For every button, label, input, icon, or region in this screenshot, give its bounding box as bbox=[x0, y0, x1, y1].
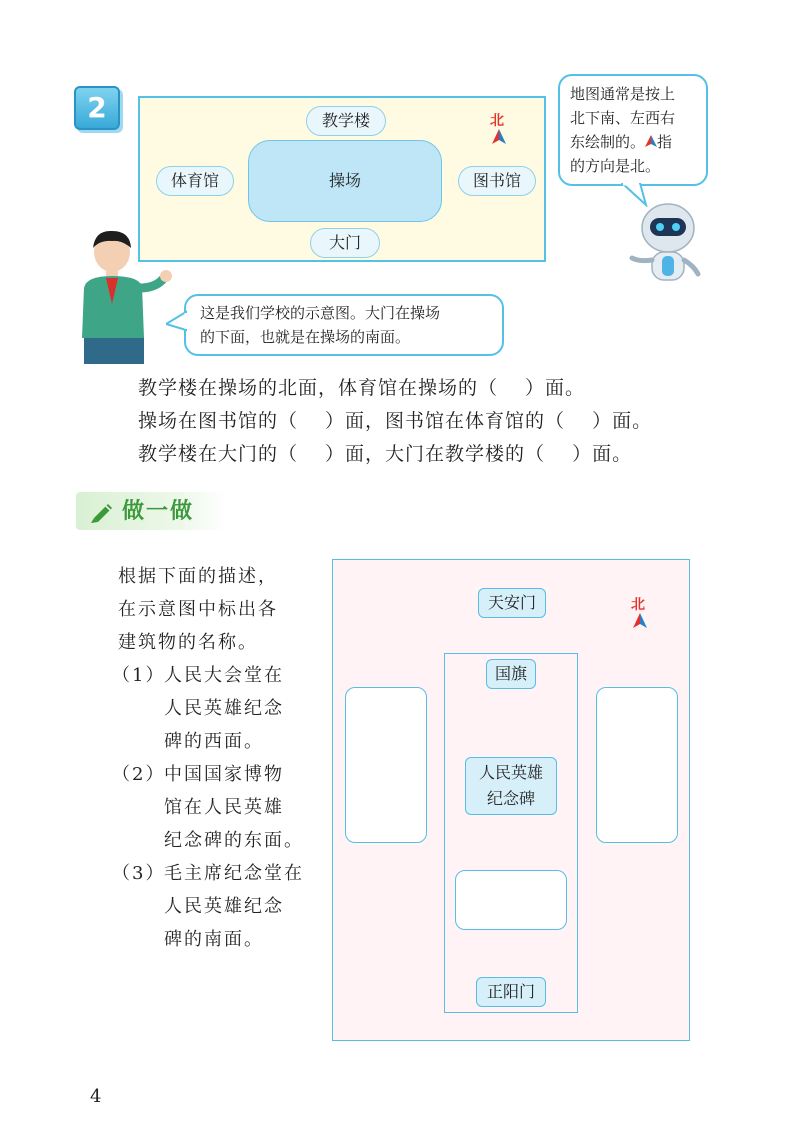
blank-box-east[interactable] bbox=[596, 687, 678, 843]
question-line: 教学楼在大门的（ ）面，大门在教学楼的（ ）面。 bbox=[138, 443, 633, 465]
item-number: （3） bbox=[112, 863, 166, 884]
problem-number-badge: 2 bbox=[74, 86, 120, 130]
north-arrow-icon bbox=[491, 129, 507, 145]
item-line: 人民大会堂在 bbox=[164, 665, 284, 686]
description-line: 在示意图中标出各 bbox=[118, 599, 278, 620]
item-line: 碑的西面。 bbox=[164, 731, 264, 752]
robot-bubble-line: 的方向是北。 bbox=[570, 157, 661, 175]
description-line: 根据下面的描述， bbox=[118, 566, 278, 587]
item-number: （2） bbox=[112, 764, 166, 785]
item-line: 纪念碑的东面。 bbox=[164, 830, 304, 851]
item-number: （1） bbox=[112, 665, 166, 686]
boy-speech-bubble bbox=[184, 294, 504, 356]
item-line: 中国国家博物 bbox=[164, 764, 284, 785]
question-line: 教学楼在操场的北面，体育馆在操场的（ ）面。 bbox=[138, 377, 586, 399]
task-item-2 bbox=[112, 758, 304, 857]
north-label: 北 bbox=[490, 113, 504, 129]
gate-label: 大门 bbox=[310, 228, 380, 258]
north-arrow-icon bbox=[645, 135, 657, 148]
school-map bbox=[138, 96, 546, 262]
gym-label: 体育馆 bbox=[156, 166, 234, 196]
square-inner-area bbox=[444, 653, 578, 1013]
teaching-building-label: 教学楼 bbox=[306, 106, 386, 136]
item-line: 毛主席纪念堂在 bbox=[164, 863, 304, 884]
item-line: 碑的南面。 bbox=[164, 929, 264, 950]
robot-illustration bbox=[628, 196, 708, 286]
north-label: 北 bbox=[631, 597, 645, 613]
section-title: 做一做 bbox=[122, 499, 195, 524]
bubble-tail bbox=[166, 310, 188, 334]
pencil-icon bbox=[88, 498, 114, 524]
page-number: 4 bbox=[90, 1086, 102, 1107]
task-item-1 bbox=[112, 659, 284, 758]
description-line: 建筑物的名称。 bbox=[118, 632, 258, 653]
task-item-3 bbox=[112, 857, 304, 956]
blank-box-south[interactable] bbox=[455, 870, 567, 930]
item-line: 人民英雄纪念 bbox=[164, 896, 284, 917]
robot-bubble-line: 地图通常是按上 bbox=[570, 85, 676, 103]
tiananmen-square-map bbox=[332, 559, 690, 1041]
boy-illustration bbox=[70, 226, 175, 364]
robot-speech-bubble bbox=[558, 74, 708, 186]
north-arrow-icon bbox=[632, 613, 648, 629]
boy-bubble-line: 的下面，也就是在操场的南面。 bbox=[200, 328, 411, 346]
task-description bbox=[118, 560, 278, 659]
robot-bubble-line: 北下南、左西右 bbox=[570, 109, 676, 127]
blank-box-west[interactable] bbox=[345, 687, 427, 843]
robot-bubble-line: 东绘制的。 指 bbox=[570, 133, 673, 151]
library-label: 图书馆 bbox=[458, 166, 536, 196]
flag-label: 国旗 bbox=[486, 659, 536, 689]
tiananmen-label: 天安门 bbox=[478, 588, 546, 618]
item-line: 人民英雄纪念 bbox=[164, 698, 284, 719]
zhengyangmen-label: 正阳门 bbox=[476, 977, 546, 1007]
playground-label: 操场 bbox=[248, 140, 442, 222]
question-line: 操场在图书馆的（ ）面，图书馆在体育馆的（ ）面。 bbox=[138, 410, 653, 432]
item-line: 馆在人民英雄 bbox=[164, 797, 284, 818]
monument-label: 人民英雄 纪念碑 bbox=[465, 757, 557, 815]
boy-bubble-line: 这是我们学校的示意图。大门在操场 bbox=[200, 304, 441, 322]
